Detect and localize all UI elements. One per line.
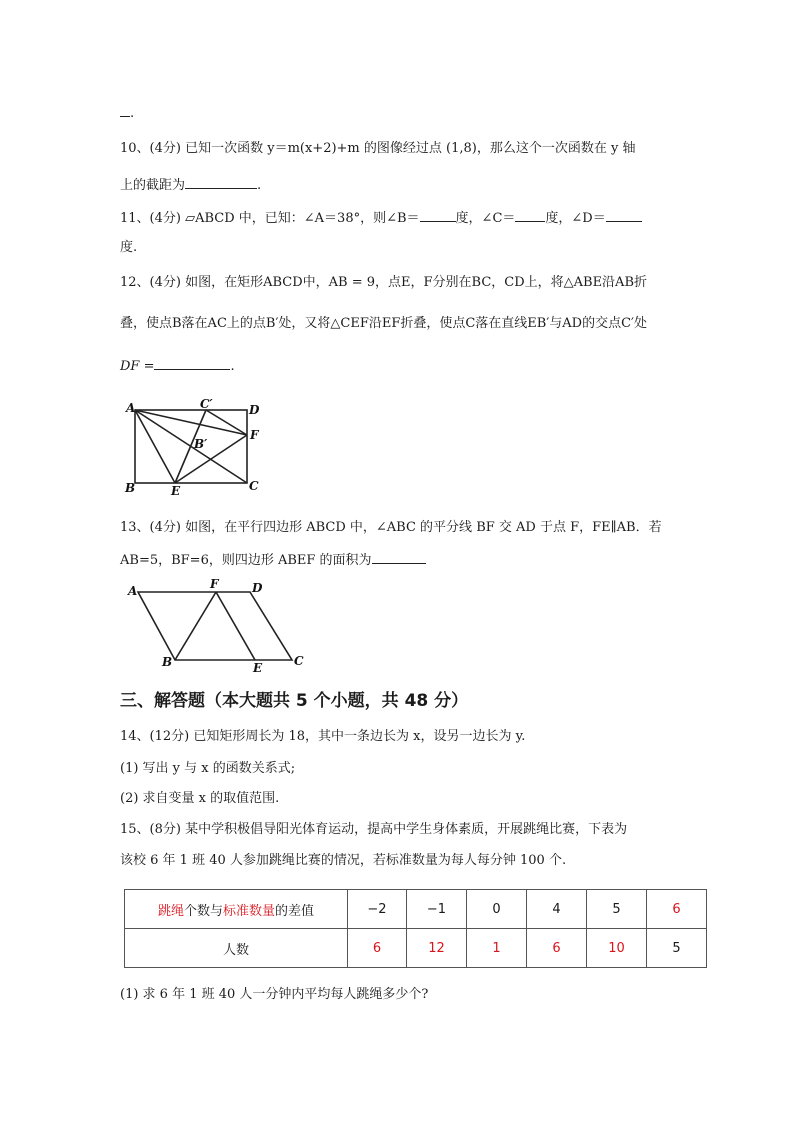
q12-answer-blank [154,357,230,370]
q12-line1: 12、(4分) 如图，在矩形ABCD中，AB = 9，点E，F分别在BC，CD上，将△ABE沿AB折 [120,275,648,290]
top-fragment: . [120,104,134,123]
line-c-prime-f [206,410,247,435]
q10-line2: 上的截距为 . [120,178,262,193]
label-c: C [294,654,304,668]
q15-line2: 该校 6 年 1 班 40 人参加跳绳比赛的情况，若标准数量为每人每分钟 100 个. [120,853,567,868]
q15-sub1: (1) 求 6 年 1 班 40 人一分钟内平均每人跳绳多少个? [120,987,429,1002]
q13-line2: AB=5，BF=6，则四边形 ABEF 的面积为 [120,551,426,570]
q11-blank-c [515,209,545,222]
parallelogram-abcd [138,592,292,660]
table-row-label: 人数 [125,929,348,968]
q13-answer-blank [372,551,426,564]
label-a: A [126,401,136,415]
table-cell: 6 [527,929,587,968]
line-bf [175,592,216,660]
table-cell: −2 [348,890,407,929]
line-fe [216,592,255,660]
q14-sub1: (1) 写出 y 与 x 的函数关系式; [120,761,296,776]
label-e: E [253,661,263,675]
table-cell: 10 [587,929,647,968]
table-cell: 0 [467,890,527,929]
table-cell: 1 [467,929,527,968]
q14-line1: 14、(12分) 已知矩形周长为 18，其中一条边长为 x，设另一边长为 y. [120,729,526,744]
table-header-cell: 跳绳个数与标准数量的差值 [125,890,348,929]
table-cell: 5 [647,929,707,968]
label-e: E [171,484,181,498]
label-a: A [128,584,138,598]
label-d: D [249,403,260,417]
q10-line1: 10、(4分) 已知一次函数 y＝m(x+2)+m 的图像经过点 (1,8)，那么这个一次函数在 y 轴 [120,141,636,156]
q11-line1: 11、(4分) ▱ABCD 中，已知：∠A＝38°，则∠B＝ 度，∠C＝ 度，∠D＝ [120,209,642,228]
q12-line2: 叠，使点B落在AC上的点B′处，又将△CEF沿EF折叠，使点C落在直线EB′与AD的交点C′处 [120,316,648,331]
section-heading: 三、解答题（本大题共 5 个小题，共 48 分） [120,691,469,711]
label-b-prime: B′ [194,437,208,451]
q12-rectangle-figure [120,398,270,498]
q11-line2: 度. [120,240,138,255]
table-cell: 6 [348,929,407,968]
table-cell: 6 [647,890,707,929]
q12-line3: DF = . [120,359,235,374]
line-ae [135,410,175,483]
table-cell: 4 [527,890,587,929]
table-row [125,929,707,968]
table-row [125,890,707,929]
label-b: B [125,481,136,495]
q13-line1: 13、(4分) 如图，在平行四边形 ABCD 中，∠ABC 的平分线 BF 交 AD 于点 F，FE∥AB．若 [120,520,662,535]
label-c-prime: C′ [200,398,213,411]
label-b: B [162,655,173,669]
table-cell: 12 [407,929,467,968]
q11-blank-b [420,209,456,222]
answer-blank [120,104,130,117]
q13-parallelogram-figure [120,576,310,676]
label-f: F [210,577,219,591]
jump-rope-table [124,889,707,968]
label-c: C [249,479,259,493]
label-d: D [252,581,263,595]
table-cell: −1 [407,890,467,929]
q14-sub2: (2) 求自变量 x 的取值范围. [120,791,280,806]
table-cell: 5 [587,890,647,929]
q11-blank-d [606,209,642,222]
label-f: F [250,428,259,442]
line-af [135,410,247,435]
q10-answer-blank [185,176,257,189]
q15-line1: 15、(8分) 某中学积极倡导阳光体育运动，提高中学生身体素质，开展跳绳比赛，下表为 [120,822,628,837]
